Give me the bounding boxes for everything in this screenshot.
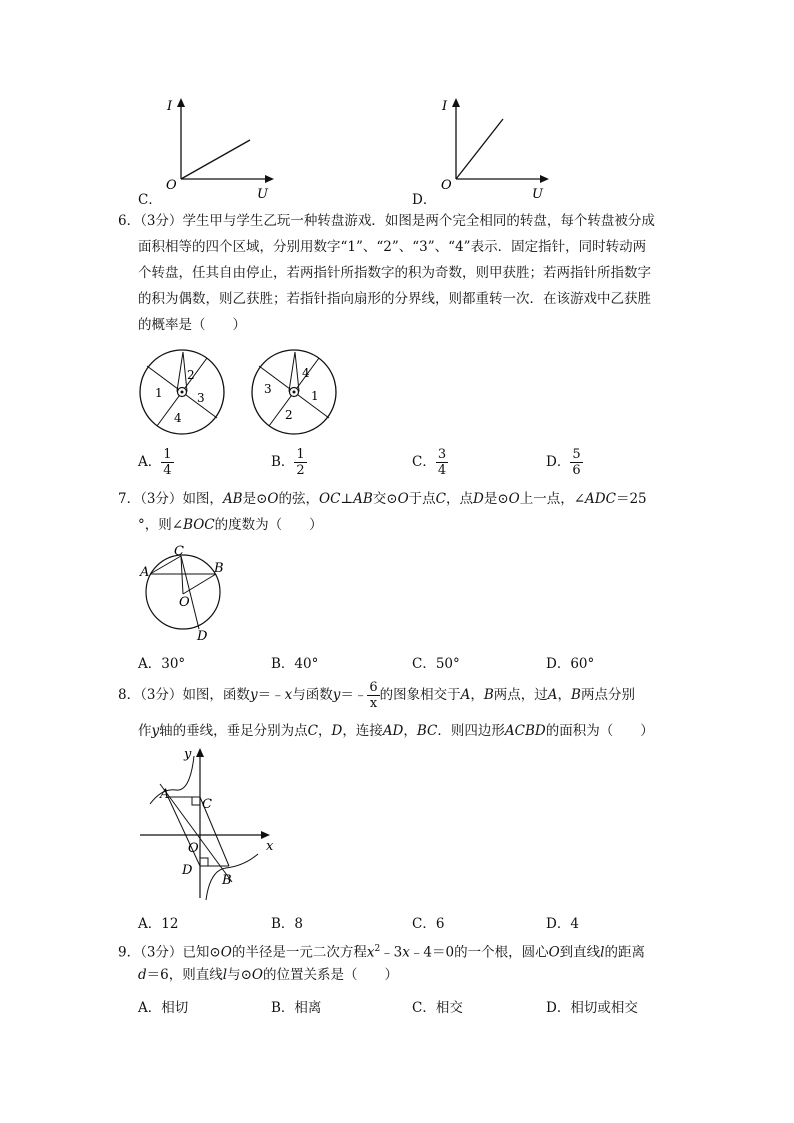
q9-option-c-value: 相交: [435, 1000, 463, 1016]
q6-line-2: 面积相等的四个区域，分别用数字“1”、“2”、“3”、“4”表示．固定指针，同时转动两: [138, 239, 647, 255]
q9-option-a[interactable]: [138, 996, 188, 1016]
q7-fig-o: O: [179, 595, 190, 610]
q5-graph-c: [160, 95, 280, 203]
q9-t12: 的距离: [604, 944, 645, 961]
q8-t9: A: [460, 687, 471, 703]
q8-option-a[interactable]: [138, 912, 178, 932]
q8-option-b-label: B．: [271, 916, 295, 932]
q7-option-b-value: 40°: [294, 656, 319, 672]
q7-option-d-value: 60°: [570, 656, 595, 672]
q8-t14: ，: [557, 687, 572, 703]
q6-line-3: 个转盘，任其自由停止，若两指针所指数字的积为奇数，则甲获胜；若两指针所指数字: [138, 265, 651, 281]
q8-fig-a: A: [160, 787, 170, 802]
q6-w2-sector-b: 4: [302, 366, 310, 380]
q7-t6: OC: [319, 491, 341, 507]
q8-t25: ，: [403, 723, 417, 739]
q7-option-a[interactable]: [138, 652, 185, 672]
q7-t10: O: [397, 491, 409, 507]
q7-t17: 上一点，∠: [519, 491, 586, 507]
q8-option-c-label: C．: [412, 916, 436, 932]
q7-t7: ⊥: [340, 491, 354, 507]
q6-option-a-fraction: $\frac{1}{4}$: [163, 447, 172, 478]
q7-t21: BOC: [183, 517, 215, 533]
q9-t8: ﹣4＝0的一个根，圆心: [409, 944, 549, 961]
q8-t26: BC: [416, 723, 438, 739]
q7-line-2: [138, 512, 323, 538]
q7-option-c[interactable]: [412, 652, 460, 672]
q7-fig-c: C: [174, 544, 184, 559]
q9-t3: 的半径是一元二次方程: [231, 944, 367, 961]
q9-option-a-label: A．: [138, 1000, 162, 1016]
q6-option-b-fraction: $\frac{1}{2}$: [296, 447, 305, 478]
q9-option-c[interactable]: [412, 996, 463, 1016]
q9-t13: d: [138, 967, 147, 983]
q6-w1-sector-d: 4: [174, 411, 182, 425]
q8-option-d[interactable]: [546, 912, 579, 932]
q9-option-b-value: 相离: [294, 1000, 322, 1016]
q6-w1-sector-b: 2: [187, 368, 195, 382]
q9-t4: x: [366, 944, 375, 961]
q8-t5: 与函数: [292, 687, 333, 703]
q7-t18: ADC: [585, 491, 616, 507]
q8-option-b[interactable]: [271, 912, 303, 932]
q6-line-5: 的概率是（ ）: [138, 317, 246, 333]
q7-t20: °，则∠: [138, 517, 184, 533]
q6-option-b-label: B．: [271, 454, 295, 470]
q9-t16: 与⊙: [227, 967, 252, 983]
q6-w2-sector-a: 3: [264, 382, 272, 396]
q8-score: （3分）: [140, 687, 183, 703]
q8-t13: A: [547, 687, 558, 703]
q6-line-4: 的积为偶数，则乙获胜；若指针指向扇形的分界线，则都重转一次．在该游戏中乙获胜: [138, 291, 651, 307]
q7-number: 7．: [118, 491, 141, 507]
q7-option-c-value: 50°: [435, 656, 460, 672]
q7-fig-d: D: [197, 629, 208, 644]
q8-fig-c: C: [202, 797, 212, 812]
q8-t8: 的图象相交于: [379, 687, 461, 703]
q8-t12: 两点，过: [493, 687, 548, 703]
q8-t2: y: [249, 687, 258, 703]
q7-t14: D: [473, 491, 484, 507]
q7-score: （3分）: [140, 491, 183, 507]
q9-option-a-value: 相切: [161, 1000, 189, 1016]
q8-t1: 如图，函数: [182, 687, 250, 703]
q8-t24: AD: [382, 723, 404, 739]
q6-option-d[interactable]: [546, 447, 583, 478]
q9-option-b[interactable]: [271, 996, 321, 1016]
q6-option-c[interactable]: [412, 447, 448, 478]
q9-option-d-label: D．: [546, 1000, 571, 1016]
q8-option-c[interactable]: [412, 912, 444, 932]
q7-t16: O: [508, 491, 520, 507]
q9-line-2: [138, 962, 398, 988]
q8-line-2: [138, 718, 654, 744]
q6-option-a[interactable]: [138, 447, 174, 478]
q5-d-origin: O: [441, 178, 452, 193]
q6-score: （3分）: [140, 213, 183, 229]
q7-t5: 的弦，: [278, 491, 319, 507]
q5-c-origin: O: [166, 178, 177, 193]
q7-fig-a: A: [140, 565, 150, 580]
q9-t2: O: [220, 944, 232, 961]
q9-t1: 已知⊙: [182, 944, 221, 961]
q8-t20: C: [307, 723, 318, 739]
q6-line-1: [118, 208, 655, 234]
q8-fig-d: D: [182, 863, 193, 878]
q8-frac-den: x: [369, 696, 378, 711]
q9-t15: l: [222, 967, 228, 983]
q8-option-a-value: 12: [161, 916, 179, 932]
q7-option-b[interactable]: [271, 652, 318, 672]
q8-t28: ACBD: [504, 723, 546, 739]
q8-t29: 的面积为（ ）: [545, 723, 654, 739]
q7-t1: 如图，: [182, 491, 223, 507]
q6-w2-sector-c: 1: [311, 389, 319, 403]
q8-option-d-label: D．: [546, 916, 571, 932]
q6-w1-sector-a: 1: [155, 386, 163, 400]
q6-spinner-1: [136, 346, 228, 438]
q5-d-axis-i: I: [442, 99, 448, 114]
q7-t3: 是⊙: [242, 491, 268, 507]
q7-t8: AB: [353, 491, 373, 507]
q8-fig-b: B: [222, 873, 232, 888]
q9-t5: 2: [374, 944, 381, 954]
q7-t19: ＝25: [615, 491, 647, 507]
q6-option-c-fraction: $\frac{3}{4}$: [437, 447, 447, 478]
q8-function-figure: [136, 742, 286, 902]
q8-option-a-label: A．: [138, 916, 162, 932]
q7-t22: 的度数为（ ）: [214, 517, 323, 533]
q8-t17: 作: [138, 723, 152, 739]
q8-t23: ，连接: [342, 723, 383, 739]
q8-t22: D: [331, 723, 343, 739]
q9-number: 9．: [118, 944, 141, 961]
q6-option-b[interactable]: [271, 447, 307, 478]
q9-score: （3分）: [140, 944, 183, 961]
q5-c-axis-i: I: [167, 99, 173, 114]
q6-option-a-label: A．: [138, 454, 162, 470]
q6-w1-sector-c: 3: [197, 391, 205, 405]
q8-t15: B: [571, 687, 581, 703]
q8-number: 8．: [118, 687, 141, 703]
q7-option-a-label: A．: [138, 656, 162, 672]
q7-option-a-value: 30°: [161, 656, 186, 672]
q8-fig-x: x: [266, 839, 274, 854]
q5-option-c-label: C．: [138, 192, 162, 208]
q8-t10: ，: [470, 687, 484, 703]
q7-fig-b: B: [214, 561, 224, 576]
q6-number: 6．: [118, 213, 141, 229]
q9-t14: ＝6，则直线: [146, 967, 223, 983]
q7-t2: AB: [222, 491, 243, 507]
q8-t19: 轴的垂线，垂足分别为点: [159, 723, 308, 739]
q8-option-d-value: 4: [570, 916, 579, 932]
q8-frac-num: 6: [369, 680, 378, 695]
q8-fig-o: O: [188, 841, 199, 856]
q7-line-1: [118, 486, 647, 512]
q6-spinner-2: [248, 346, 340, 438]
q6-text-1: 学生甲与学生乙玩一种转盘游戏．如图是两个完全相同的转盘，每个转盘被分成: [182, 213, 655, 229]
q5-c-axis-u: U: [257, 187, 268, 202]
q9-option-d[interactable]: [546, 996, 638, 1016]
q8-t3: ＝﹣: [257, 687, 285, 703]
q8-t6: y: [332, 687, 341, 703]
q8-t21: ，: [317, 723, 332, 739]
q9-option-c-label: C．: [412, 1000, 436, 1016]
q9-t6: ﹣3: [380, 944, 403, 961]
q8-option-c-value: 6: [435, 916, 445, 932]
q8-t4: x: [284, 687, 293, 703]
q7-t9: 交⊙: [372, 491, 398, 507]
q7-option-d-label: D．: [546, 656, 571, 672]
q7-t15: 是⊙: [483, 491, 509, 507]
q9-t9: O: [548, 944, 560, 961]
q6-w2-sector-d: 2: [285, 408, 293, 422]
q9-option-b-label: B．: [271, 1000, 295, 1016]
q6-option-c-label: C．: [412, 454, 436, 470]
q7-circle-figure: [136, 542, 236, 644]
q5-option-d-label: D．: [412, 192, 437, 208]
q6-option-d-label: D．: [546, 454, 571, 470]
q9-t11: l: [600, 944, 605, 961]
q8-t7: ＝﹣: [340, 687, 368, 703]
q8-line-1: [118, 680, 635, 711]
q7-option-c-label: C．: [412, 656, 436, 672]
q7-t11: 于点: [408, 491, 436, 507]
q8-option-b-value: 8: [294, 916, 304, 932]
q8-t16: 两点分别: [580, 687, 635, 703]
q9-t17: O: [251, 967, 263, 983]
q9-t18: 的位置关系是（ ）: [262, 967, 398, 983]
q7-option-d[interactable]: [546, 652, 594, 672]
q9-option-d-value: 相切或相交: [570, 1000, 638, 1016]
q8-t18: y: [151, 723, 160, 739]
q5-graph-d: [435, 95, 555, 203]
q7-t12: C: [435, 491, 447, 507]
q7-t13: ，点: [446, 491, 474, 507]
q9-t7: x: [402, 944, 410, 961]
q7-option-b-label: B．: [271, 656, 295, 672]
q5-d-axis-u: U: [532, 187, 543, 202]
q6-option-d-fraction: $\frac{5}{6}$: [572, 447, 581, 478]
q9-t10: 到直线: [559, 944, 601, 961]
q8-fig-y: y: [184, 747, 192, 762]
q8-t27: ．则四边形: [437, 723, 505, 739]
q8-t11: B: [483, 687, 494, 703]
q7-t4: O: [267, 491, 279, 507]
q8-fraction: [367, 680, 379, 711]
